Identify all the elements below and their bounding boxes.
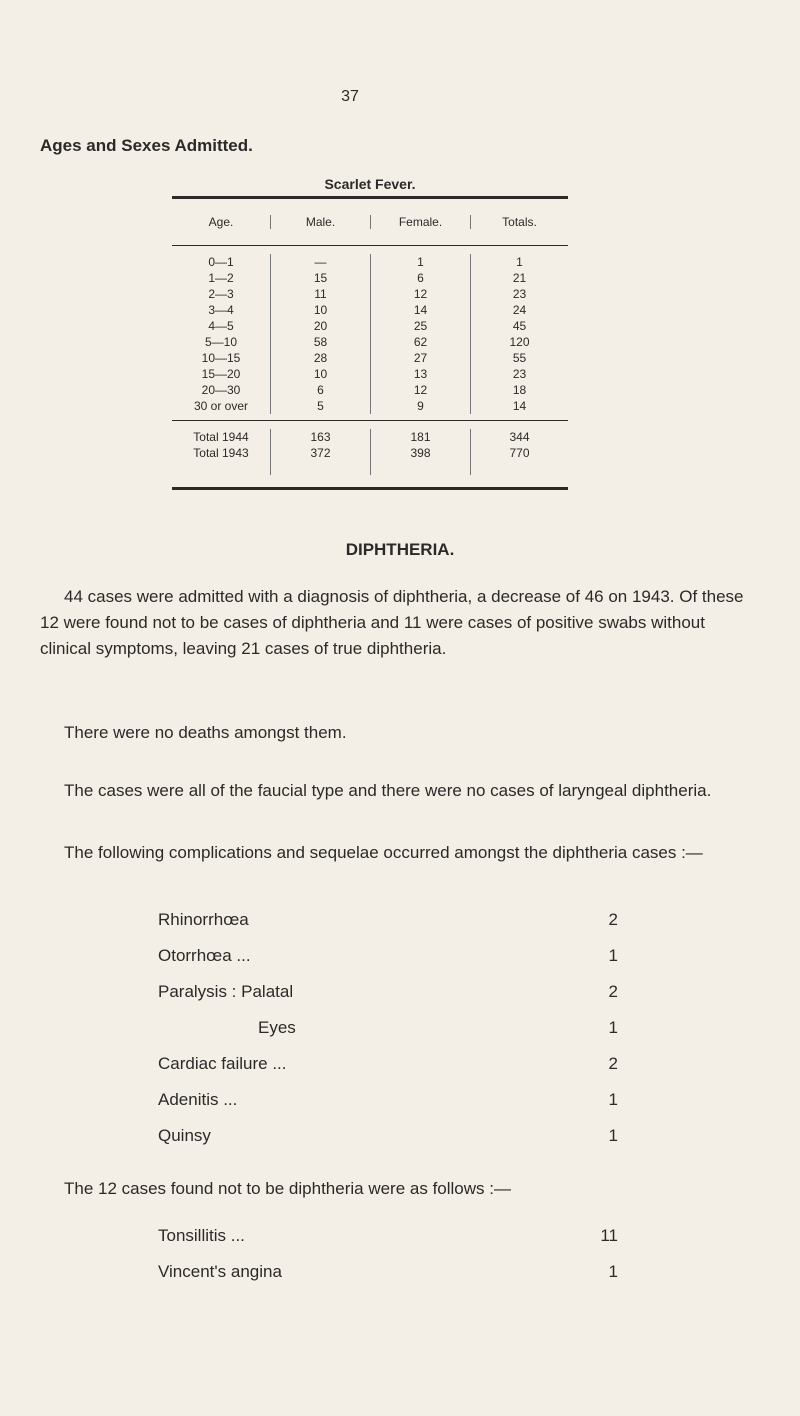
cell-male: 15 — [270, 270, 370, 286]
cell-age: 30 or over — [193, 399, 249, 413]
list-item — [158, 1118, 618, 1154]
cell-male: 6 — [270, 382, 370, 398]
column-header-female: Female. — [370, 215, 470, 229]
cell-age: 0—1 — [208, 255, 234, 269]
total-cell-male: 163 — [270, 429, 370, 445]
list-item-label: Adenitis ... — [158, 1090, 238, 1109]
cell-age: 2—3 — [208, 287, 234, 301]
cell-totals: 120 — [470, 334, 568, 350]
list-item-label: Eyes — [258, 1018, 296, 1037]
cell-female: 1 — [370, 254, 470, 270]
cell-female: 9 — [370, 398, 470, 414]
cell-female: 13 — [370, 366, 470, 382]
list-item-value: 1 — [608, 1018, 618, 1037]
cell-age: 4—5 — [208, 319, 234, 333]
cell-female: 14 — [370, 302, 470, 318]
section-heading: Ages and Sexes Admitted. — [40, 136, 253, 155]
diphtheria-paragraph-5: The 12 cases found not to be diphtheria were as follows :— — [64, 1179, 511, 1198]
table-row — [172, 318, 568, 334]
list-item — [158, 974, 618, 1010]
complications-list — [158, 902, 618, 1154]
list-item-label: Vincent's angina — [158, 1262, 282, 1281]
column-header-male: Male. — [270, 215, 370, 229]
list-item-value: 2 — [608, 1054, 618, 1073]
table-row — [172, 254, 568, 270]
cell-totals: 23 — [470, 286, 568, 302]
cell-female: 6 — [370, 270, 470, 286]
cell-male: 10 — [270, 366, 370, 382]
table-row — [172, 302, 568, 318]
cell-totals: 21 — [470, 270, 568, 286]
cell-age: 15—20 — [201, 367, 241, 381]
cell-female: 27 — [370, 350, 470, 366]
cell-male: 11 — [270, 286, 370, 302]
cell-female: 12 — [370, 382, 470, 398]
column-header-age: Age. — [208, 215, 234, 229]
list-item-label: Quinsy — [158, 1126, 211, 1145]
cell-totals: 1 — [470, 254, 568, 270]
table-row — [172, 334, 568, 350]
not-diphtheria-list — [158, 1218, 618, 1290]
diphtheria-heading: DIPHTHERIA. — [345, 540, 455, 559]
cell-totals: 18 — [470, 382, 568, 398]
list-item-value: 1 — [608, 1090, 618, 1109]
list-item-value: 1 — [608, 946, 618, 965]
total-row — [172, 429, 568, 445]
list-item-label: Tonsillitis ... — [158, 1226, 245, 1245]
list-item-value: 2 — [608, 982, 618, 1001]
total-cell-age: Total 1943 — [193, 446, 249, 460]
table-header-row — [172, 199, 568, 246]
list-item — [158, 938, 618, 974]
list-item-label: Rhinorrhœa — [158, 910, 249, 929]
list-item — [158, 902, 618, 938]
total-cell-male: 372 — [270, 445, 370, 461]
cell-age: 3—4 — [208, 303, 234, 317]
cell-male: — — [270, 254, 370, 270]
table-row — [172, 350, 568, 366]
total-row — [172, 445, 568, 461]
list-item — [158, 1254, 618, 1290]
scarlet-fever-table — [172, 196, 568, 490]
cell-totals: 23 — [470, 366, 568, 382]
cell-age: 20—30 — [201, 383, 241, 397]
cell-totals: 14 — [470, 398, 568, 414]
cell-female: 62 — [370, 334, 470, 350]
cell-male: 10 — [270, 302, 370, 318]
cell-male: 5 — [270, 398, 370, 414]
diphtheria-paragraph-1: 44 cases were admitted with a diagnosis of diphtheria, a decrease of 46 on 1943. Of these 12 were found not to be cases of diphtheria and 11 were cases of positive swabs without clinical symptoms, leaving 21 cases of true diphtheria. — [40, 587, 744, 658]
table-row — [172, 270, 568, 286]
page-number: 37 — [341, 88, 359, 105]
cell-male: 28 — [270, 350, 370, 366]
list-item — [158, 1046, 618, 1082]
cell-age: 1—2 — [208, 271, 234, 285]
table-row — [172, 398, 568, 414]
total-cell-female: 181 — [370, 429, 470, 445]
table-row — [172, 382, 568, 398]
diphtheria-paragraph-2: There were no deaths amongst them. — [64, 723, 347, 742]
cell-male: 58 — [270, 334, 370, 350]
table-row — [172, 286, 568, 302]
list-item-label: Paralysis : Palatal — [158, 982, 294, 1001]
cell-male: 20 — [270, 318, 370, 334]
list-item — [158, 1082, 618, 1118]
cell-totals: 24 — [470, 302, 568, 318]
list-item — [158, 1010, 618, 1046]
cell-age: 5—10 — [204, 335, 238, 349]
list-item-value: 1 — [608, 1262, 618, 1281]
list-item-value: 1 — [608, 1126, 618, 1145]
cell-female: 25 — [370, 318, 470, 334]
table-title: Scarlet Fever. — [324, 176, 416, 192]
cell-totals: 55 — [470, 350, 568, 366]
total-cell-totals: 344 — [470, 429, 568, 445]
total-cell-totals: 770 — [470, 445, 568, 461]
list-item-value: 2 — [608, 910, 618, 929]
list-item-label: Cardiac failure ... — [158, 1054, 287, 1073]
column-header-totals: Totals. — [470, 215, 568, 229]
diphtheria-paragraph-3: The cases were all of the faucial type and there were no cases of laryngeal diphtheria. — [64, 781, 712, 800]
cell-age: 10—15 — [201, 351, 241, 365]
list-item-label: Otorrhœa ... — [158, 946, 251, 965]
diphtheria-paragraph-4: The following complications and sequelae occurred amongst the diphtheria cases :— — [64, 843, 703, 862]
cell-totals: 45 — [470, 318, 568, 334]
total-cell-age: Total 1944 — [193, 430, 249, 444]
total-cell-female: 398 — [370, 445, 470, 461]
list-item-value: 11 — [600, 1226, 618, 1245]
cell-female: 12 — [370, 286, 470, 302]
table-row — [172, 366, 568, 382]
list-item — [158, 1218, 618, 1254]
